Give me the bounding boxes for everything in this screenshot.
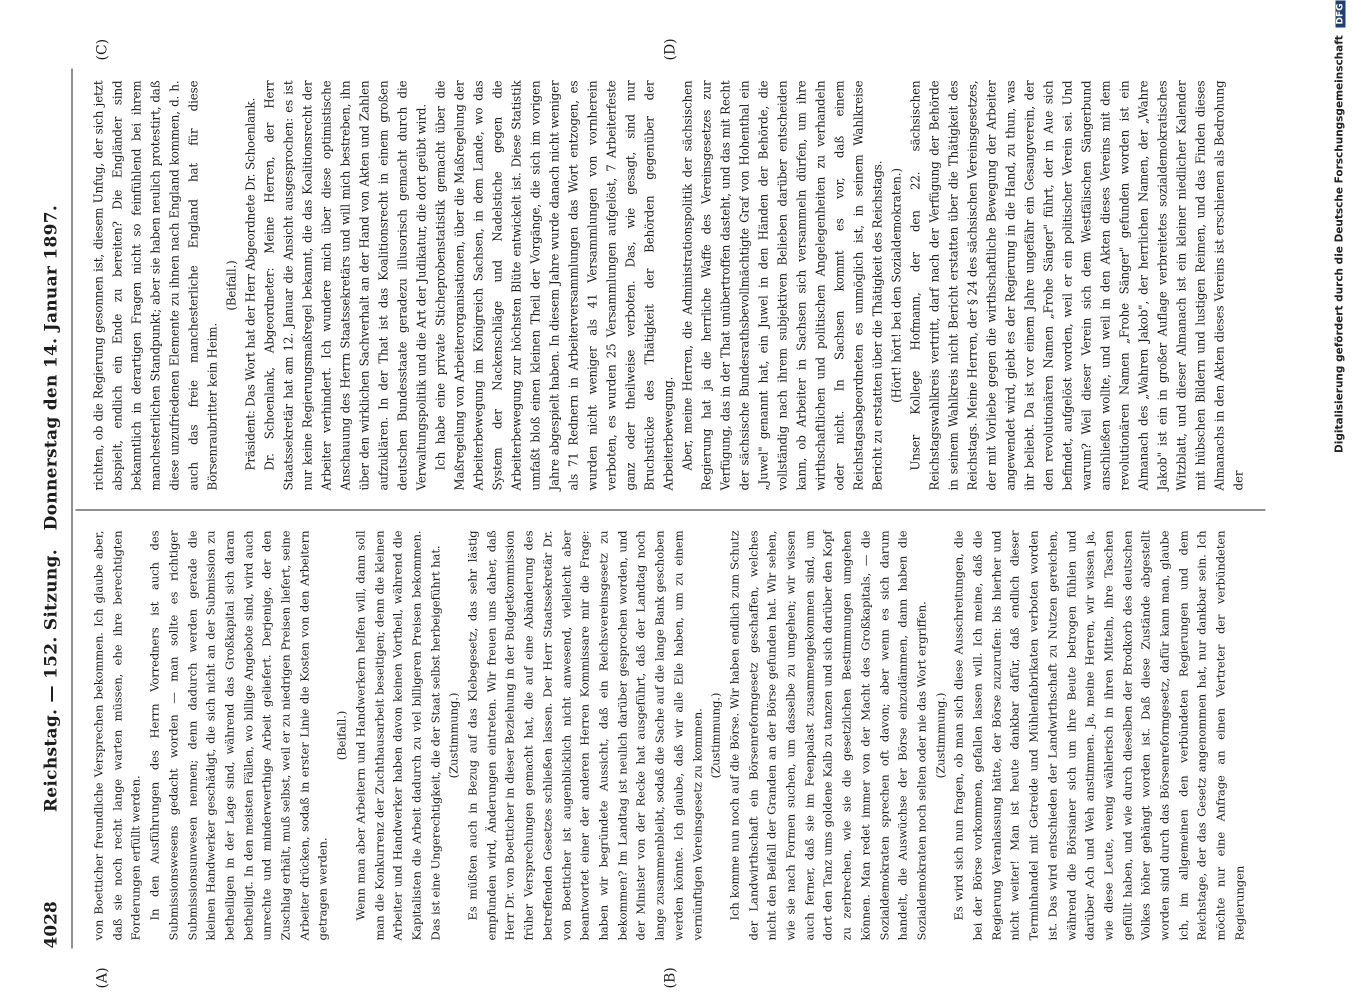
margin-letter-a: (A) <box>94 967 111 989</box>
paragraph: Unser Kollege Hofmann, der den 22. sächsischen Reichstagswahlkreis vertritt, darf nach der Verfügung der Behörde in seinem Wahlkreis nicht Bericht erstatten über die Thätigkeit des Reichstags. Meine Herren, der § 24 des sächsischen Vereinsgesetzes, der mit Vorliebe gegen die wirthschaftliche Bewegung der Arbeiter angewendet wird, giebt es der Regierung in die Hand, zu thun, was ihr beliebt. Da ist vor einem Jahre ungefähr ein Gesangverein, der den revolutionären Namen „Frohe Sänger" führt, der in Aue sich befindet, aufgelöst worden, weil er ein politischer Verein sei. Und warum? Weil dieser Verein sich dem Westfälischen Sängerbund anschließen wollte, und weil in den Akten dieses Vereins mit dem revolutionären Namen „Frohe Sänger" gefunden worden ist ein Almanach des „Wahren Jakob", der herrlichen Namen, der „Wahre Jakob" ist ein in großer Auflage verbreitetes sozialdemokratisches Witzblatt, und dieser Almanach ist ein kleiner niedlicher Kalender mit hübschen Bildern und lustigen Reimen, und das Finden dieses Almanachs in den Akten dieses Vereins ist erschienen als Bedrohung der <box>908 80 1246 491</box>
interjection: (Beifall.) <box>334 710 349 761</box>
dfg-logo: DFG <box>1336 1 1346 28</box>
paragraph: Ich komme nun noch auf die Börse. Wir haben endlich zum Schutz der Landwirthschaft ein Börsenreformgesetz geschaffen, welches nicht den Beifall der Granden an der Börse gefunden hat. Wir sehen, wie sie nach Formen suchen, um dasselbe zu umgehen; wir wissen auch ferner, daß sie im Feenpalast zusammengekommen sind, um dort den Tanz ums goldene Kalb zu tanzen und sich darüber den Kopf zu zerbrechen, wie sie die gesetzlichen Bestimmungen umgehen können. Man redet immer von der Macht des Großkapitals, — die Sozialdemokraten sprechen oft davon; aber wenn es sich darum handelt, die Auswüchse der Börse einzudämmen, dann haben die Sozialdemokraten noch selten oder nie das Wort ergriffen. <box>727 530 929 941</box>
paragraph: Es wird sich nun fragen, ob man sich diese Ausschreitungen, die bei der Börse vorkommen, gefallen lassen will. Ich meine, daß die Regierung Veranlassung hätte, der Börse zuzurufen: bis hierher und nicht weiter! Man ist heute dankbar dafür, daß endlich dieser Terminhandel mit Getreide und Mühlenfabrikaten verboten worden ist. Das wird entschieden der Landwirthschaft zu Nutzen gereichen, während die Börsianer sich um ihre Beute betrogen fühlen und darüber Ach und Weh anstimmen. Ja, meine Herren, wir wissen ja, wie diese Leute, wenig wählerisch in ihren Mitteln, ihre Taschen gefüllt haben, und wie durch dieselben der Brodkorb des deutschen Volkes höher gehängt worden ist. Daß diese Zustände abgestellt worden sind durch das Börsenreformgesetz, dafür kann man, glaube ich, im allgemeinen den verbündeten Regierungen und dem Reichstage, der das Gesetz angenommen hat, nur dankbar sein. Ich möchte nur eine Anfrage an einen Vertreter der verbündeten Regierungen <box>951 530 1247 941</box>
session-title <box>42 69 62 949</box>
right-column <box>90 81 1249 491</box>
margin-letter-b: (B) <box>662 967 679 989</box>
paragraph: richten, ob die Regierung gesonnen ist, diesem Unfug, der sich jetzt abspielt, endlich ein Ende zu bereiten? Die Engländer sind bekanntlich in derartigen Fragen nicht so feinfühlend bei ihrem manchesterlichen Standpunkt; aber sie haben neulich protestirt, daß diese unzufriedenen Elemente zu ihnen nach England kommen, d. h. auch das freie manchesterliche England hat für diese Börsenraubritter kein Heim. <box>91 80 220 491</box>
column-divider <box>76 510 1266 511</box>
interjection: (Hört! hört! bei den Sozialdemokraten.) <box>889 168 904 403</box>
margin-letter-c: (C) <box>94 38 111 61</box>
session-date: Donnerstag den 14. Januar 1897. <box>41 204 62 531</box>
paragraph: Aber, meine Herren, die Administrationspolitik der sächsischen Regierung hat ja die herrliche Waffe des Vereinsgesetzes zur Verfügung, das in der That unübertroffen dasteht, und das mit Recht der sächsische Bundesrathsbevollmächtigte Graf von Hohenthal ein „Juwel" genannt hat, ein Juwel in den Händen der Behörde, die vollständig nach ihrem subjektiven Belieben darüber entscheiden kann, ob Arbeiter in Sachsen sich versammeln dürfen, um ihre wirthschaftlichen und politischen Angelegenheiten zu verhandeln oder nicht. In Sachsen kommt es vor, daß einem Reichstagsabgeordneten es unmöglich ist, in seinem Wahlkreise Bericht zu erstatten über die Thätigkeit des Reichstags. <box>680 80 885 491</box>
header-rule <box>72 69 73 949</box>
paragraph: Ich habe eine private Sticheprobenstatistik gemacht über die Maßregelung von Arbeiterorganisationen, über die Maßregelung der Arbeiterbewegung im Königreich Sachsen, in dem Lande, wo das System der Nackenschläge und Nadelstiche gegen die Arbeiterbewegung zur höchsten Blüte entwickelt ist. Diese Statistik umfaßt bloß einen kleinen Theil der Vorgänge, die sich im vorigen Jahre abgespielt haben. In diesem Jahre wurde danach nicht weniger als 71 Rednern in Arbeiterversammlungen das Wort entzogen, es wurden nicht weniger als 41 Versammlungen von vornherein verboten, es wurden 25 Versammlungen aufgelöst, 7 Arbeiterfeste ganz oder theilweise verboten. Das, wie gesagt, sind nur Bruchstücke des Thätigkeit der Behörden gegenüber der Arbeiterbewegung. <box>433 80 676 491</box>
session-title-text: Reichstag. — 152. Sitzung. <box>41 549 62 813</box>
credit-text: Digitalisierung gefördert durch die Deutsche Forschungsgemeinschaft <box>1333 35 1346 453</box>
interjection: (Zustimmung.) <box>933 692 948 779</box>
paragraph: In den Ausführungen des Herrn Vorredners ist auch des Submissionswesens gedacht worden — man sollte es richtiger Submissionsunwesen nennen; denn dadurch werden gerade die kleinen Handwerker geschädigt, die sich nicht an der Submission zu betheiligen in der Lage sind, während das Großkapital sich daran betheiligt. In den meisten Fällen, wo billige Angebote sind, wird auch unrechte und minderwerthige Arbeit geliefert. Derjenige, der den Zuschlag erhält, muß selbst, weil er zu niedrigen Preisen liefert, seine Arbeiter drücken, sodaß in erster Linie die Kosten von den Arbeitern getragen werden. <box>147 530 330 941</box>
digitization-credit <box>1334 1 1346 1001</box>
speaker-paragraph: Dr. Schoenlank, Abgeordneter: Meine Herren, der Herr Staatssekretär hat am 12. Januar die Ansicht ausgesprochen: es ist nur keine Regierungsmaßregel bekannt, die das Koalitionsrecht der Arbeiter verhindert. Ich wundere mich über diese optimistische Anschauung des Herrn Staatssekretärs und will mich bestreben, ihn über den wirklichen Sachverhalt an der Hand von Akten und Zahlen aufzuklären. In der That ist das Koalitionsrecht in einem großen deutschen Bundesstaate geradezu illusorisch gemacht durch die Verwaltungspolitik und die Art der Judikatur, die dort geübt wird. <box>262 80 429 491</box>
paragraph: Es müßten auch in Bezug auf das Klebegesetz, das sehr lästig empfunden wird, Änderungen eintreten. Wir freuen uns daher, daß Herr Dr. von Boetticher in dieser Beziehung in der Budgetkommission früher Versprechungen gemacht hat, die auf eine Abänderung des betreffenden Gesetzes schließen lassen. Der Herr Staatssekretär Dr. von Boetticher ist augenblicklich nicht anwesend, vielleicht aber beantwortet einer der anderen Herren Kommissare mir die Frage: haben wir begründete Aussicht, daß ein Reichsvereinsgesetz zu bekommen? Im Landtag ist neulich darüber gesprochen worden, und der Minister von der Recke hat ausgeführt, daß der Landtag noch lange zusammenbleibt, sodaß die Sache auf die lange Bank geschoben werden könnte. Ich glaube, daß wir alle Eile haben, um zu einem vernünftigen Vereinsgesetz zu kommen. <box>465 530 704 941</box>
paragraph: von Boetticher freundliche Versprechen bekommen. Ich glaube aber, daß sie noch recht lange warten müssen, ehe ihre berechtigten Forderungen erfüllt werden. <box>91 530 143 941</box>
interjection: (Beifall.) <box>224 260 239 311</box>
interjection: (Zustimmung.) <box>446 692 461 779</box>
margin-letter-d: (D) <box>662 38 679 61</box>
page-number: 4028 <box>41 901 62 949</box>
paragraph: Wenn man aber Arbeitern und Handwerkern helfen will, dann soll man die Konkurrenz der Zuchthausarbeit beseitigen; denn die kleinen Arbeiter und Handwerker haben davon keinen Vortheil, während die Kapitalisten die Arbeit dadurch zu viel billigeren Preisen bekommen. Das ist eine Ungerechtigkeit, die der Staat selbst herbeigeführt hat. <box>353 530 443 941</box>
page-header <box>40 69 70 949</box>
speaker-paragraph: Präsident: Das Wort hat der Herr Abgeordnete Dr. Schoenlank. <box>243 97 258 471</box>
interjection: (Zustimmung.) <box>708 692 723 779</box>
rotated-scan-page <box>0 1 1353 1001</box>
left-column <box>90 531 1250 941</box>
